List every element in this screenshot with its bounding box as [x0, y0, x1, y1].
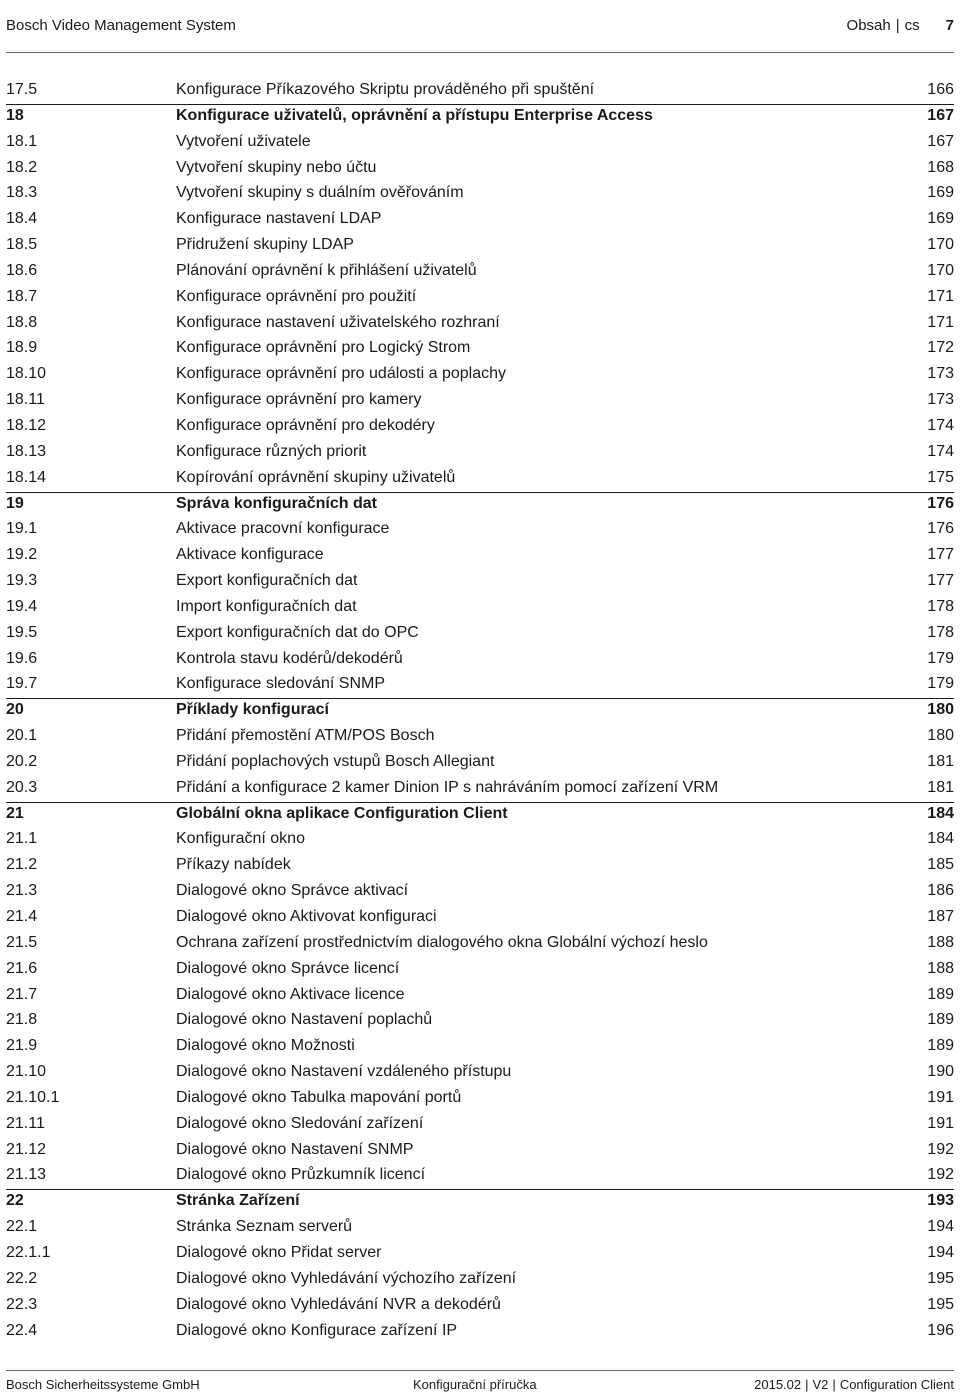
- toc-entry-number: 21.3: [6, 882, 38, 900]
- toc-entry-title: Konfigurace nastavení uživatelského rozhraní: [176, 313, 500, 331]
- footer-version: V2: [812, 1377, 829, 1392]
- toc-entry-title: Dialogové okno Přidat server: [176, 1243, 382, 1261]
- toc-entry-title: Konfigurace nastavení LDAP: [176, 210, 382, 228]
- toc-entry-title: Dialogové okno Aktivace licence: [176, 985, 405, 1003]
- toc-entry[interactable]: [6, 803, 954, 829]
- toc-entry-number: 20.1: [6, 727, 38, 745]
- toc-entry-title: Kopírování oprávnění skupiny uživatelů: [176, 468, 456, 486]
- toc-entry-page: 172: [927, 339, 954, 357]
- toc-entry[interactable]: [6, 1242, 954, 1268]
- toc-entry-title: Globální okna aplikace Configuration Client: [176, 804, 508, 822]
- toc-entry-page: 196: [927, 1321, 954, 1339]
- toc-entry-title: Konfigurační okno: [176, 830, 305, 848]
- toc-entry[interactable]: [6, 1294, 954, 1320]
- toc-entry-number: 22.1.1: [6, 1243, 51, 1261]
- footer-product: Configuration Client: [839, 1377, 954, 1392]
- toc-entry[interactable]: [6, 828, 954, 854]
- toc-entry-title: Dialogové okno Průzkumník licencí: [176, 1166, 426, 1184]
- toc-entry-number: 21.11: [6, 1114, 45, 1132]
- toc-entry-number: 21.12: [6, 1140, 47, 1158]
- toc-entry-number: 19.5: [6, 623, 38, 641]
- toc-entry[interactable]: [6, 363, 954, 389]
- toc-entry-page: 176: [927, 494, 954, 512]
- toc-entry-page: 192: [927, 1166, 954, 1184]
- toc-entry-number: 22: [6, 1192, 24, 1210]
- toc-entry-number: 21.13: [6, 1166, 47, 1184]
- toc-entry[interactable]: [6, 1061, 954, 1087]
- toc-entry[interactable]: [6, 389, 954, 415]
- table-of-contents: [6, 79, 954, 1345]
- toc-entry-title: Konfigurace Příkazového Skriptu prováděného při spuštění: [176, 81, 595, 98]
- toc-entry-title: Přidání přemostění ATM/POS Bosch: [176, 727, 435, 745]
- toc-entry-number: 21.9: [6, 1037, 38, 1055]
- toc-entry-number: 18.11: [6, 391, 45, 409]
- toc-entry-number: 21.8: [6, 1011, 38, 1029]
- toc-entry-title: Přidání a konfigurace 2 kamer Dinion IP s nahráváním pomocí zařízení VRM: [176, 778, 719, 796]
- toc-entry-title: Dialogové okno Tabulka mapování portů: [176, 1088, 462, 1106]
- toc-entry-page: 169: [927, 210, 954, 228]
- toc-entry[interactable]: [6, 596, 954, 622]
- toc-entry-title: Konfigurace oprávnění pro kamery: [176, 391, 422, 409]
- toc-entry-page: 192: [927, 1140, 954, 1158]
- toc-entry-number: 18.2: [6, 158, 38, 176]
- toc-entry-page: 195: [927, 1295, 954, 1313]
- toc-entry-number: 18.8: [6, 313, 38, 331]
- toc-entry-number: 20.2: [6, 752, 38, 770]
- toc-entry-page: 191: [927, 1114, 954, 1132]
- toc-entry-title: Stránka Seznam serverů: [176, 1218, 353, 1236]
- toc-entry-number: 19: [6, 494, 24, 512]
- toc-entry-page: 178: [927, 623, 954, 641]
- toc-entry[interactable]: [6, 1035, 954, 1061]
- toc-entry-title: Vytvoření uživatele: [176, 132, 311, 150]
- toc-entry-title: Konfigurace uživatelů, oprávnění a přístupu Enterprise Access: [176, 106, 653, 124]
- toc-entry-number: 18.3: [6, 184, 38, 202]
- toc-entry-title: Dialogové okno Nastavení SNMP: [176, 1140, 414, 1158]
- toc-entry[interactable]: [6, 854, 954, 880]
- toc-entry-page: 195: [927, 1269, 954, 1287]
- toc-entry-title: Vytvoření skupiny nebo účtu: [176, 158, 377, 176]
- toc-entry[interactable]: [6, 467, 954, 493]
- toc-entry[interactable]: [6, 79, 954, 105]
- toc-entry-number: 22.3: [6, 1295, 38, 1313]
- toc-entry-title: Export konfiguračních dat do OPC: [176, 623, 419, 641]
- toc-entry-number: 19.2: [6, 546, 38, 564]
- toc-entry[interactable]: [6, 777, 954, 803]
- toc-entry-number: 20: [6, 701, 24, 719]
- toc-entry-page: 166: [927, 81, 954, 98]
- toc-entry-title: Přidružení skupiny LDAP: [176, 236, 354, 254]
- toc-entry-page: 191: [927, 1088, 954, 1106]
- toc-entry[interactable]: [6, 648, 954, 674]
- toc-entry-number: 19.7: [6, 675, 38, 693]
- toc-entry-page: 170: [927, 261, 954, 279]
- toc-entry[interactable]: [6, 622, 954, 648]
- toc-entry-number: 18.4: [6, 210, 38, 228]
- toc-entry-title: Dialogové okno Nastavení vzdáleného přístupu: [176, 1063, 512, 1081]
- toc-entry-page: 184: [927, 804, 954, 822]
- toc-entry-title: Dialogové okno Sledování zařízení: [176, 1114, 424, 1132]
- toc-entry-number: 21.4: [6, 908, 38, 925]
- toc-entry[interactable]: [6, 1190, 954, 1216]
- toc-entry-page: 176: [927, 520, 954, 538]
- toc-entry-number: 22.1: [6, 1218, 38, 1236]
- toc-entry-number: 21.1: [6, 830, 38, 848]
- footer-right: [754, 1376, 954, 1394]
- toc-entry[interactable]: [6, 1139, 954, 1165]
- toc-entry[interactable]: [6, 157, 954, 183]
- toc-entry-number: 18.1: [6, 132, 38, 150]
- toc-entry-number: 17.5: [6, 81, 38, 98]
- header-right: [847, 14, 954, 38]
- toc-entry[interactable]: [6, 493, 954, 519]
- toc-entry-title: Přidání poplachových vstupů Bosch Allegiant: [176, 752, 495, 770]
- toc-entry-page: 181: [927, 778, 954, 796]
- toc-entry-title: Dialogové okno Vyhledávání NVR a dekodérů: [176, 1295, 501, 1313]
- toc-entry-title: Plánování oprávnění k přihlášení uživatelů: [176, 261, 477, 279]
- toc-entry-page: 171: [927, 287, 954, 305]
- toc-entry-page: 169: [927, 184, 954, 202]
- header-section: Obsah: [846, 17, 891, 34]
- toc-entry[interactable]: [6, 673, 954, 699]
- toc-entry[interactable]: [6, 544, 954, 570]
- page-footer: [6, 1376, 954, 1394]
- toc-entry-number: 18.13: [6, 442, 47, 460]
- toc-entry-title: Dialogové okno Konfigurace zařízení IP: [176, 1321, 458, 1339]
- toc-entry-page: 179: [927, 649, 954, 667]
- header-page-number: 7: [945, 17, 954, 34]
- toc-entry-number: 18.6: [6, 261, 38, 279]
- toc-entry-number: 19.6: [6, 649, 38, 667]
- toc-entry-title: Import konfiguračních dat: [176, 597, 357, 615]
- toc-entry-title: Ochrana zařízení prostřednictvím dialogového okna Globální výchozí heslo: [176, 933, 708, 951]
- toc-entry[interactable]: [6, 312, 954, 338]
- toc-entry[interactable]: [6, 699, 954, 725]
- toc-entry-page: 189: [927, 985, 954, 1003]
- toc-entry[interactable]: [6, 1164, 954, 1190]
- toc-entry-page: 194: [927, 1243, 954, 1261]
- toc-entry-number: 18.10: [6, 365, 47, 383]
- toc-entry-title: Příklady konfigurací: [176, 701, 329, 719]
- toc-entry[interactable]: [6, 518, 954, 544]
- toc-entry-page: 185: [927, 856, 954, 874]
- toc-entry-title: Export konfiguračních dat: [176, 572, 358, 590]
- toc-entry[interactable]: [6, 984, 954, 1010]
- toc-entry-page: 187: [927, 908, 954, 925]
- toc-entry-number: 18.14: [6, 468, 47, 486]
- toc-entry-title: Správa konfiguračních dat: [176, 494, 377, 512]
- toc-entry-page: 184: [927, 830, 954, 848]
- toc-entry-page: 188: [927, 959, 954, 977]
- toc-entry-page: 167: [927, 132, 954, 150]
- toc-entry[interactable]: [6, 415, 954, 441]
- toc-entry-number: 21: [6, 804, 24, 822]
- toc-entry-number: 20.3: [6, 778, 38, 796]
- toc-entry[interactable]: [6, 1087, 954, 1113]
- toc-entry-page: 178: [927, 597, 954, 615]
- header-lang: cs: [904, 17, 920, 34]
- toc-entry-number: 21.6: [6, 959, 38, 977]
- page-header: [6, 14, 954, 38]
- toc-entry-page: 174: [927, 416, 954, 434]
- footer-company: Bosch Sicherheitssysteme GmbH: [6, 1377, 200, 1392]
- toc-entry-page: 168: [927, 158, 954, 176]
- toc-entry-number: 22.4: [6, 1321, 38, 1339]
- toc-entry[interactable]: [6, 337, 954, 363]
- header-rule: [6, 52, 954, 53]
- toc-entry-number: 19.3: [6, 572, 38, 590]
- toc-entry[interactable]: [6, 260, 954, 286]
- footer-separator: |: [805, 1377, 809, 1392]
- toc-entry-page: 177: [927, 572, 954, 590]
- toc-entry-page: 189: [927, 1037, 954, 1055]
- toc-entry[interactable]: [6, 880, 954, 906]
- toc-entry[interactable]: [6, 182, 954, 208]
- toc-entry-title: Kontrola stavu kodérů/dekodérů: [176, 649, 403, 667]
- header-separator: |: [895, 17, 900, 34]
- toc-entry-page: 167: [927, 106, 954, 124]
- toc-entry-number: 19.4: [6, 597, 38, 615]
- toc-entry[interactable]: [6, 1113, 954, 1139]
- toc-entry-page: 194: [927, 1218, 954, 1236]
- footer-rule: [6, 1370, 954, 1371]
- toc-entry-page: 171: [927, 313, 954, 331]
- toc-entry-number: 18.5: [6, 236, 38, 254]
- toc-entry-page: 189: [927, 1011, 954, 1029]
- toc-entry[interactable]: [6, 234, 954, 260]
- toc-entry-page: 179: [927, 675, 954, 693]
- toc-entry-page: 174: [927, 442, 954, 460]
- toc-entry-title: Konfigurace různých priorit: [176, 442, 367, 460]
- toc-entry-page: 177: [927, 546, 954, 564]
- toc-entry-page: 180: [927, 701, 954, 719]
- toc-entry[interactable]: [6, 1009, 954, 1035]
- toc-entry[interactable]: [6, 1216, 954, 1242]
- toc-entry-number: 21.10.1: [6, 1088, 60, 1106]
- toc-entry[interactable]: [6, 105, 954, 131]
- toc-entry[interactable]: [6, 958, 954, 984]
- toc-entry-page: 180: [927, 727, 954, 745]
- toc-entry-title: Dialogové okno Správce aktivací: [176, 882, 409, 900]
- toc-entry[interactable]: [6, 570, 954, 596]
- toc-entry-title: Konfigurace oprávnění pro použití: [176, 287, 417, 305]
- toc-entry-title: Stránka Zařízení: [176, 1192, 300, 1210]
- toc-entry-title: Dialogové okno Aktivovat konfiguraci: [176, 908, 437, 925]
- toc-entry-page: 188: [927, 933, 954, 951]
- footer-doc-title: Konfigurační příručka: [413, 1377, 537, 1392]
- toc-entry-number: 21.2: [6, 856, 38, 874]
- toc-entry-number: 18.12: [6, 416, 47, 434]
- toc-entry-page: 186: [927, 882, 954, 900]
- toc-entry-number: 18.7: [6, 287, 38, 305]
- toc-entry-title: Konfigurace oprávnění pro dekodéry: [176, 416, 435, 434]
- toc-entry-number: 18: [6, 106, 24, 124]
- toc-entry[interactable]: [6, 725, 954, 751]
- toc-entry[interactable]: [6, 932, 954, 958]
- toc-entry-page: 170: [927, 236, 954, 254]
- toc-entry-title: Konfigurace sledování SNMP: [176, 675, 385, 693]
- toc-entry-title: Dialogové okno Správce licencí: [176, 959, 400, 977]
- toc-entry-title: Dialogové okno Možnosti: [176, 1037, 355, 1055]
- header-title: Bosch Video Management System: [6, 17, 236, 34]
- toc-entry[interactable]: [6, 906, 954, 932]
- toc-entry-number: 19.1: [6, 520, 38, 538]
- footer-separator: |: [832, 1377, 836, 1392]
- toc-entry-page: 190: [927, 1063, 954, 1081]
- toc-entry-page: 173: [927, 391, 954, 409]
- toc-entry-page: 193: [927, 1192, 954, 1210]
- toc-entry[interactable]: [6, 286, 954, 312]
- toc-entry-number: 21.5: [6, 933, 38, 951]
- toc-entry-title: Konfigurace oprávnění pro Logický Strom: [176, 339, 471, 357]
- toc-entry-title: Aktivace pracovní konfigurace: [176, 520, 390, 538]
- toc-entry[interactable]: [6, 131, 954, 157]
- toc-entry-title: Vytvoření skupiny s duálním ověřováním: [176, 184, 464, 202]
- toc-entry-page: 175: [927, 468, 954, 486]
- toc-entry-title: Dialogové okno Nastavení poplachů: [176, 1011, 433, 1029]
- toc-entry-number: 21.7: [6, 985, 38, 1003]
- footer-date: 2015.02: [754, 1377, 802, 1392]
- toc-entry-page: 173: [927, 365, 954, 383]
- toc-entry-number: 18.9: [6, 339, 38, 357]
- toc-entry-number: 22.2: [6, 1269, 38, 1287]
- toc-entry[interactable]: [6, 751, 954, 777]
- toc-entry-title: Příkazy nabídek: [176, 856, 291, 874]
- toc-entry-number: 21.10: [6, 1063, 47, 1081]
- toc-entry[interactable]: [6, 1268, 954, 1294]
- toc-entry-title: Aktivace konfigurace: [176, 546, 324, 564]
- toc-entry-page: 181: [927, 752, 954, 770]
- toc-entry[interactable]: [6, 208, 954, 234]
- toc-entry[interactable]: [6, 1320, 954, 1346]
- toc-entry[interactable]: [6, 441, 954, 467]
- toc-entry-title: Dialogové okno Vyhledávání výchozího zařízení: [176, 1269, 517, 1287]
- toc-entry-title: Konfigurace oprávnění pro události a poplachy: [176, 365, 506, 383]
